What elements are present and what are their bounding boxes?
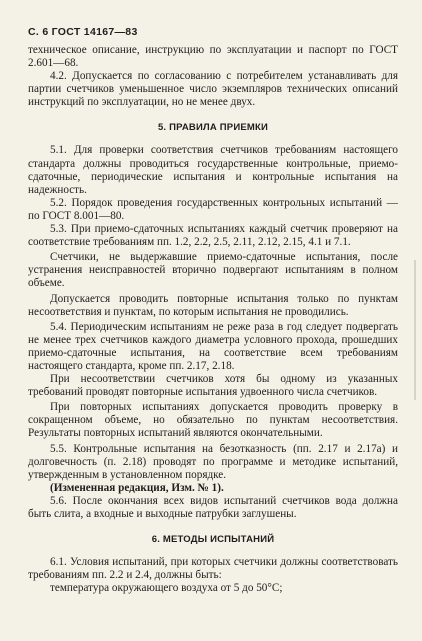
paragraph-retest: Счетчики, не выдержавшие приемо-сдаточные испытания, после устранения неисправностей вторично подвергают испытаниям в полном объеме.: [28, 251, 398, 290]
paragraph-5-6: 5.6. После окончания всех видов испытаний счетчиков вода должна быть слита, а входные и выходные патрубки заглушены.: [28, 494, 398, 520]
paragraph-5-4: 5.4. Периодическим испытаниям не реже раза в год следует подвергать не менее трех счетчиков каждого диаметра условного прохода, прошедших приемо-сдаточные испытания, на соответствие всем требованиям настоящего стандарта, кроме пп. 2.17, 2.18.: [28, 320, 398, 372]
paragraph-repeat-tests: При повторных испытаниях допускается проводить проверку в сокращенном объеме, но обязательно по пунктам несоответствия. Результаты повторных испытаний являются окончательными.: [28, 401, 398, 440]
page-header: С. 6 ГОСТ 14167—83: [28, 26, 138, 38]
paragraph-nonconformity: При несоответствии счетчиков хотя бы одному из указанных требований проводят повторные испытания удвоенного числа счетчиков.: [28, 373, 398, 399]
paragraph-5-1: 5.1. Для проверки соответствия счетчиков требованиям настоящего стандарта должны проводиться государственные контрольные, приемо-сдаточные, периодические испытания и контрольные испытания на надежность.: [28, 144, 398, 196]
paragraph-6-1: 6.1. Условия испытаний, при которых счетчики должны соответствовать требованиям пп. 2.2 и 2.4, должны быть:: [28, 556, 398, 582]
edition-note: (Измененная редакция, Изм. № 1).: [50, 481, 224, 494]
section-5-heading: 5. ПРАВИЛА ПРИЕМКИ: [157, 122, 269, 134]
paragraph-5-3: 5.3. При приемо-сдаточных испытаниях каждый счетчик проверяют на соответствие требованиям пп. 1.2, 2.2, 2.5, 2.11, 2.12, 2.15, 4.1 и 7.1.: [28, 223, 398, 249]
page-edge-mark: [414, 260, 416, 400]
paragraph-5-2: 5.2. Порядок проведения государственных контрольных испытаний — по ГОСТ 8.001—80.: [28, 196, 398, 222]
paragraph-5-5: 5.5. Контрольные испытания на безотказность (пп. 2.17 и 2.17а) и долговечность (п. 2.18) проводят по программе и методике испытаний, утвержденным в установленном порядке.: [28, 442, 398, 481]
section-6-heading: 6. МЕТОДЫ ИСПЫТАНИЙ: [151, 534, 275, 546]
paragraph-retest-scope: Допускается проводить повторные испытания только по пунктам несоответствия и пунктам, по которым испытания не проводились.: [28, 292, 398, 318]
paragraph-temperature: температура окружающего воздуха от 5 до 50°С;: [50, 582, 283, 595]
paragraph-continuation: техническое описание, инструкцию по эксплуатации и паспорт по ГОСТ 2.601—68.: [28, 44, 398, 70]
paragraph-4-2: 4.2. Допускается по согласованию с потребителем устанавливать для партии счетчиков уменьшенное число экземпляров технических описаний инструкций по эксплуатации, но не менее двух.: [28, 70, 398, 109]
